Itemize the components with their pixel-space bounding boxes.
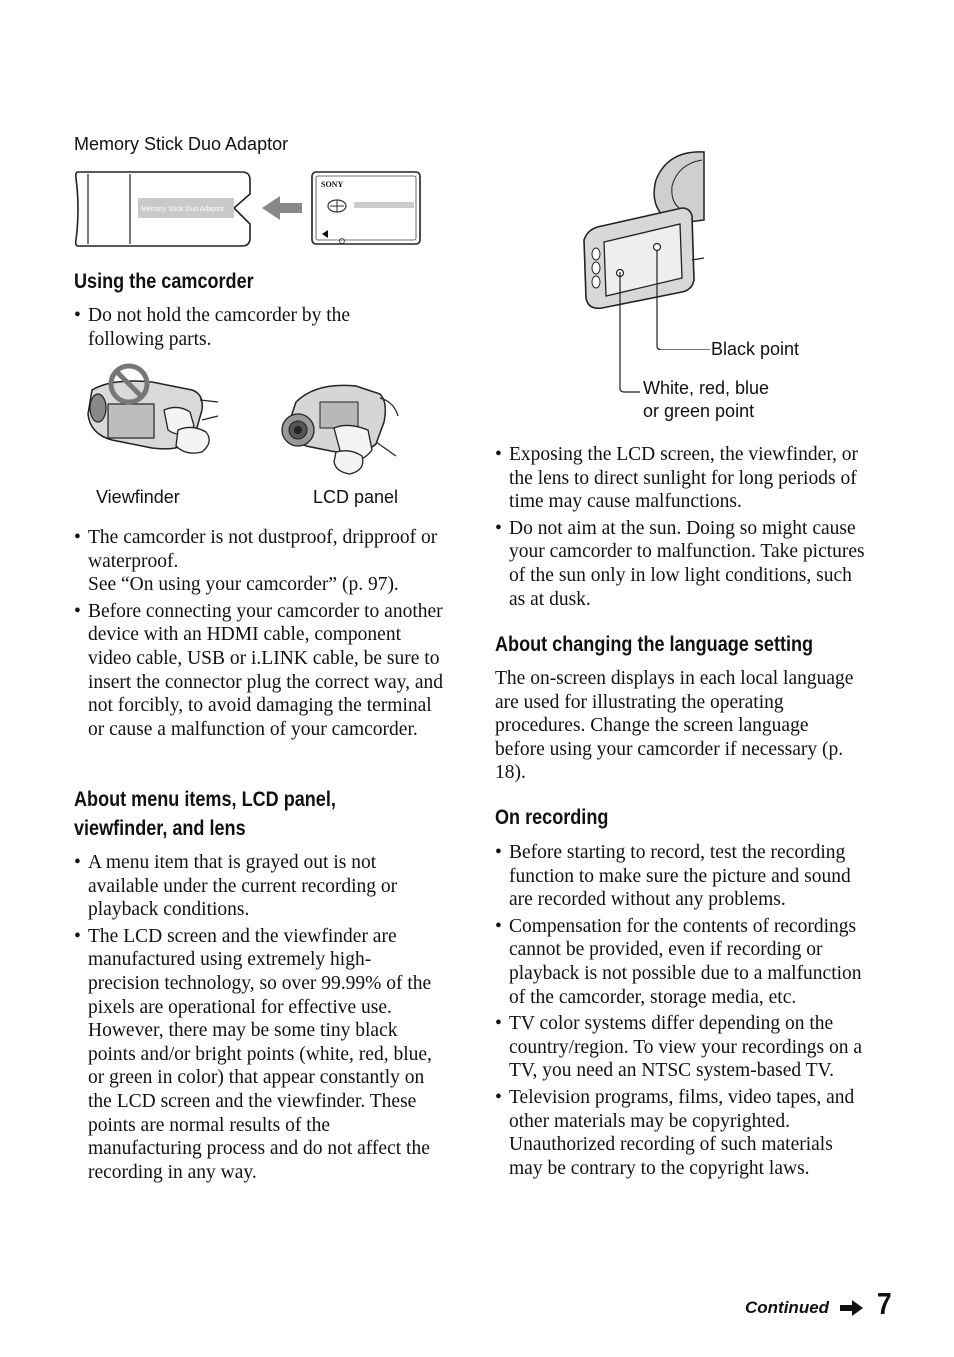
card-brand-text: SONY	[321, 180, 344, 189]
fig-label-viewfinder: Viewfinder	[96, 487, 180, 507]
list-item: • Do not aim at the sun. Doing so might cause your camcorder to malfunction. Take pictures of the sun only in low light conditions, such as at dusk.	[495, 517, 865, 611]
memory-stick-adaptor-illustration	[74, 166, 426, 250]
camcorder-lcd-illustration	[276, 372, 406, 482]
list-item: • TV color systems differ depending on the country/region. To view your recordings on a TV, you need an NTSC system-based TV.	[495, 1012, 865, 1083]
arrow-right-icon	[840, 1299, 864, 1317]
list-item: • Compensation for the contents of recordings cannot be provided, even if recording or playback is not possible due to a malfunction of the camcorder, storage media, etc.	[495, 915, 865, 1009]
list-item: • Television programs, films, video tapes, and other materials may be copyrighted. Unauthorized recording of such materials may be contrary to the copyright laws.	[495, 1086, 865, 1180]
adaptor-label-text: Memory Stick Duo Adaptor	[141, 206, 225, 213]
fig-label-white-point: White, red, blue or green point	[643, 378, 770, 421]
camcorder-viewfinder-illustration	[82, 360, 222, 480]
bullet-list-hold	[74, 304, 444, 354]
section-heading-on-recording: On recording	[495, 806, 609, 829]
list-item: • Before connecting your camcorder to another device with an HDMI cable, component video cable, USB or i.LINK cable, be sure to insert the connector plug the correct way, and not forcibly, to avoid damaging the terminal or cause a malfunction of your camcorder.	[74, 600, 444, 742]
language-paragraph: The on-screen displays in each local language are used for illustrating the operating procedures. Change the screen language before using your camcorder if necessary (p. 18).	[495, 668, 854, 784]
continued-label: Continued	[745, 1298, 830, 1317]
section-heading-using-camcorder: Using the camcorder	[74, 270, 254, 293]
list-item: • Do not hold the camcorder by the following parts.	[74, 304, 444, 351]
bullet-list-menu	[74, 851, 436, 1187]
section-heading-language: About changing the language setting	[495, 633, 814, 656]
bullet-list-camcorder	[74, 526, 444, 744]
bullet-list-recording	[495, 841, 865, 1183]
list-item: • The camcorder is not dustproof, dripproof or waterproof. See “On using your camcorder” (p. 97).	[74, 526, 444, 597]
list-item: • Before starting to record, test the recording function to make sure the picture and sound are recorded without any problems.	[495, 841, 865, 912]
fig-label-lcd-panel: LCD panel	[313, 487, 399, 507]
section-heading-menu-items: About menu items, LCD panel, viewfinder, and lens	[74, 788, 336, 840]
list-item: • Exposing the LCD screen, the viewfinder, or the lens to direct sunlight for long periods of time may cause malfunctions.	[495, 443, 865, 514]
adaptor-caption: Memory Stick Duo Adaptor	[74, 134, 289, 154]
bullet-list-sunlight	[495, 443, 865, 614]
page-number: 7	[877, 1286, 892, 1321]
list-item: • The LCD screen and the viewfinder are manufactured using extremely high-precision technology, so over 99.99% of the pixels are operational for effective use. However, there may be some tiny black points and/or bright points (white, red, blue, or green in color) that appear constantly on the LCD screen and the viewfinder. These points are normal results of the manufacturing process and do not affect the recording in any way.	[74, 925, 436, 1185]
list-item: • A menu item that is grayed out is not available under the current recording or playback conditions.	[74, 851, 436, 922]
fig-label-black-point: Black point	[711, 339, 800, 359]
